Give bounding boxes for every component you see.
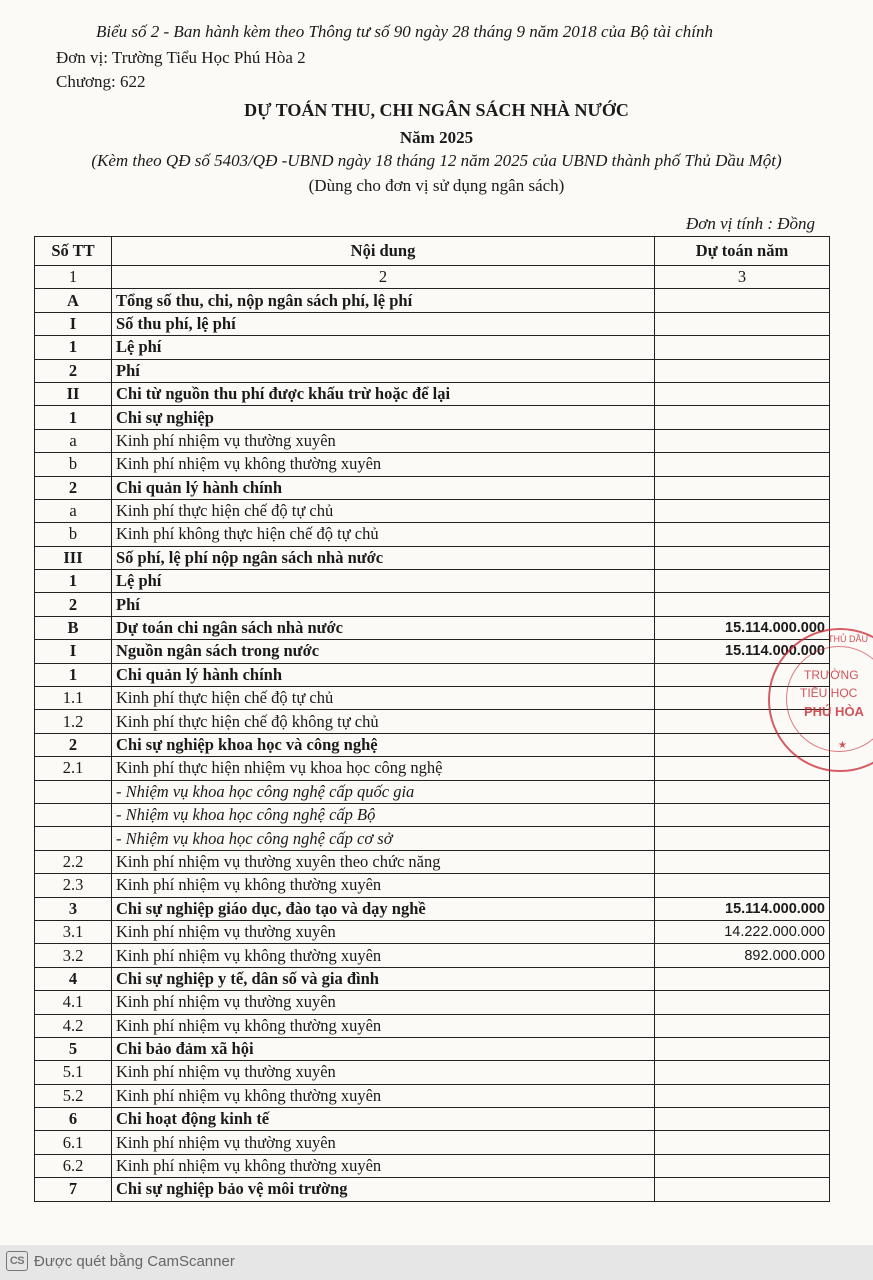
row-number: 4.1 bbox=[35, 991, 112, 1014]
year-label: Năm 2025 bbox=[399, 128, 474, 147]
currency-unit: Đơn vị tính : Đồng bbox=[686, 214, 816, 233]
row-amount bbox=[655, 780, 830, 803]
row-number: 4.2 bbox=[35, 1014, 112, 1037]
row-content: Phí bbox=[112, 593, 655, 616]
row-amount bbox=[655, 1178, 830, 1201]
row-number: III bbox=[35, 546, 112, 569]
row-amount bbox=[655, 1084, 830, 1107]
row-content: Lệ phí bbox=[112, 570, 655, 593]
row-number: 6 bbox=[35, 1108, 112, 1131]
table-row bbox=[35, 1061, 830, 1084]
row-amount bbox=[655, 570, 830, 593]
row-number: 2 bbox=[35, 593, 112, 616]
row-amount bbox=[655, 359, 830, 382]
table-row bbox=[35, 1131, 830, 1154]
row-number: I bbox=[35, 640, 112, 663]
row-amount bbox=[655, 312, 830, 335]
row-number: 5.2 bbox=[35, 1084, 112, 1107]
table-row bbox=[35, 733, 830, 756]
row-number: 1.1 bbox=[35, 687, 112, 710]
row-content: Kinh phí thực hiện chế độ tự chủ bbox=[112, 499, 655, 522]
row-content: Kinh phí nhiệm vụ thường xuyên theo chức năng bbox=[112, 850, 655, 873]
table-row bbox=[35, 1014, 830, 1037]
row-number: a bbox=[35, 499, 112, 522]
row-content: Kinh phí nhiệm vụ không thường xuyên bbox=[112, 453, 655, 476]
row-amount bbox=[655, 476, 830, 499]
table-row bbox=[35, 710, 830, 733]
chapter: Chương: 622 bbox=[56, 72, 146, 91]
seal-line-2: TIỂU HỌC bbox=[800, 686, 858, 700]
scanner-watermark bbox=[6, 1251, 235, 1271]
form-note: Biểu số 2 - Ban hành kèm theo Thông tư số 90 ngày 28 tháng 9 năm 2018 của Bộ tài chính bbox=[96, 22, 713, 41]
table-row bbox=[35, 1178, 830, 1201]
table-row bbox=[35, 523, 830, 546]
col-header-amount: Dự toán năm bbox=[655, 237, 830, 266]
row-number: 3.1 bbox=[35, 920, 112, 943]
row-amount bbox=[655, 967, 830, 990]
row-content: Chi sự nghiệp bbox=[112, 406, 655, 429]
row-content: Phí bbox=[112, 359, 655, 382]
table-row bbox=[35, 944, 830, 967]
row-number: 3.2 bbox=[35, 944, 112, 967]
row-number: 4 bbox=[35, 967, 112, 990]
row-number: b bbox=[35, 523, 112, 546]
table-row bbox=[35, 499, 830, 522]
seal-star-icon: ★ bbox=[838, 740, 847, 751]
row-number: II bbox=[35, 382, 112, 405]
table-row bbox=[35, 546, 830, 569]
row-content: Chi quản lý hành chính bbox=[112, 476, 655, 499]
row-amount: 14.222.000.000 bbox=[655, 920, 830, 943]
row-number: I bbox=[35, 312, 112, 335]
row-number: 5.1 bbox=[35, 1061, 112, 1084]
decision-note: (Kèm theo QĐ số 5403/QĐ -UBND ngày 18 tháng 12 năm 2025 của UBND thành phố Thủ Dầu Một) bbox=[91, 151, 782, 170]
row-amount bbox=[655, 289, 830, 312]
table-row bbox=[35, 780, 830, 803]
row-number: 1 bbox=[35, 406, 112, 429]
table-row bbox=[35, 593, 830, 616]
seal-line-3: PHÚ HÒA bbox=[804, 704, 864, 719]
table-row bbox=[35, 429, 830, 452]
row-amount bbox=[655, 593, 830, 616]
table-row bbox=[35, 757, 830, 780]
unit-name: Đơn vị: Trường Tiểu Học Phú Hòa 2 bbox=[56, 48, 306, 67]
row-amount: 15.114.000.000 bbox=[655, 897, 830, 920]
row-content: Kinh phí nhiệm vụ không thường xuyên bbox=[112, 944, 655, 967]
row-content: Chi từ nguồn thu phí được khấu trừ hoặc để lại bbox=[112, 382, 655, 405]
row-content: Chi sự nghiệp khoa học và công nghệ bbox=[112, 733, 655, 756]
row-number: 3 bbox=[35, 897, 112, 920]
table-row bbox=[35, 827, 830, 850]
row-content: - Nhiệm vụ khoa học công nghệ cấp Bộ bbox=[112, 803, 655, 826]
table-row bbox=[35, 453, 830, 476]
page-title: DỰ TOÁN THU, CHI NGÂN SÁCH NHÀ NƯỚC bbox=[244, 100, 629, 120]
row-amount bbox=[655, 1154, 830, 1177]
camscanner-icon: CS bbox=[6, 1251, 28, 1271]
row-content: Nguồn ngân sách trong nước bbox=[112, 640, 655, 663]
table-row bbox=[35, 874, 830, 897]
table-row bbox=[35, 359, 830, 382]
row-content: Kinh phí thực hiện chế độ tự chủ bbox=[112, 687, 655, 710]
row-number: 2 bbox=[35, 733, 112, 756]
row-content: Kinh phí thực hiện nhiệm vụ khoa học công nghệ bbox=[112, 757, 655, 780]
row-content: Chi quản lý hành chính bbox=[112, 663, 655, 686]
table-row bbox=[35, 991, 830, 1014]
table-row bbox=[35, 803, 830, 826]
row-number: 5 bbox=[35, 1037, 112, 1060]
row-content: Kinh phí nhiệm vụ thường xuyên bbox=[112, 1061, 655, 1084]
seal-top-text: THỦ DẦU bbox=[828, 634, 868, 644]
row-number bbox=[35, 780, 112, 803]
row-number bbox=[35, 827, 112, 850]
row-amount: 892.000.000 bbox=[655, 944, 830, 967]
row-content: Dự toán chi ngân sách nhà nước bbox=[112, 616, 655, 639]
row-content: Chi hoạt động kinh tế bbox=[112, 1108, 655, 1131]
scanner-text: Được quét bằng CamScanner bbox=[34, 1252, 235, 1270]
table-row bbox=[35, 570, 830, 593]
row-content: Chi sự nghiệp y tế, dân số và gia đình bbox=[112, 967, 655, 990]
table-row bbox=[35, 687, 830, 710]
row-number: 1.2 bbox=[35, 710, 112, 733]
row-content: Kinh phí không thực hiện chế độ tự chủ bbox=[112, 523, 655, 546]
row-amount bbox=[655, 874, 830, 897]
row-amount bbox=[655, 406, 830, 429]
table-row bbox=[35, 1154, 830, 1177]
row-amount bbox=[655, 1108, 830, 1131]
table-row bbox=[35, 289, 830, 312]
row-content: Lệ phí bbox=[112, 336, 655, 359]
row-content: Kinh phí nhiệm vụ thường xuyên bbox=[112, 1131, 655, 1154]
row-amount: 15.114.000.000 bbox=[655, 616, 830, 639]
row-content: Kinh phí nhiệm vụ không thường xuyên bbox=[112, 1014, 655, 1037]
row-amount bbox=[655, 1061, 830, 1084]
table-row bbox=[35, 640, 830, 663]
table-row bbox=[35, 850, 830, 873]
row-number: B bbox=[35, 616, 112, 639]
table-row bbox=[35, 897, 830, 920]
row-content: Kinh phí nhiệm vụ không thường xuyên bbox=[112, 874, 655, 897]
row-content: - Nhiệm vụ khoa học công nghệ cấp quốc gia bbox=[112, 780, 655, 803]
table-row bbox=[35, 382, 830, 405]
row-content: Chi bảo đảm xã hội bbox=[112, 1037, 655, 1060]
table-row bbox=[35, 336, 830, 359]
table-row bbox=[35, 616, 830, 639]
row-content: Kinh phí thực hiện chế độ không tự chủ bbox=[112, 710, 655, 733]
col-number: 3 bbox=[655, 266, 830, 289]
row-amount: 15.114.000.000 bbox=[655, 640, 830, 663]
row-amount bbox=[655, 453, 830, 476]
row-number: 7 bbox=[35, 1178, 112, 1201]
row-content: Chi sự nghiệp giáo dục, đào tạo và dạy nghề bbox=[112, 897, 655, 920]
row-number: 2.1 bbox=[35, 757, 112, 780]
table-row bbox=[35, 406, 830, 429]
row-amount bbox=[655, 523, 830, 546]
table-row bbox=[35, 920, 830, 943]
row-content: Chi sự nghiệp bảo vệ môi trường bbox=[112, 1178, 655, 1201]
row-amount bbox=[655, 382, 830, 405]
row-amount bbox=[655, 499, 830, 522]
row-number: 2.3 bbox=[35, 874, 112, 897]
row-number: 2.2 bbox=[35, 850, 112, 873]
row-amount bbox=[655, 546, 830, 569]
row-number bbox=[35, 803, 112, 826]
row-number: 1 bbox=[35, 336, 112, 359]
row-content: Kinh phí nhiệm vụ thường xuyên bbox=[112, 920, 655, 943]
row-content: Kinh phí nhiệm vụ không thường xuyên bbox=[112, 1154, 655, 1177]
row-content: Kinh phí nhiệm vụ thường xuyên bbox=[112, 429, 655, 452]
row-content: Số phí, lệ phí nộp ngân sách nhà nước bbox=[112, 546, 655, 569]
row-amount bbox=[655, 803, 830, 826]
table-row bbox=[35, 967, 830, 990]
row-amount bbox=[655, 850, 830, 873]
row-amount bbox=[655, 1037, 830, 1060]
table-row bbox=[35, 1037, 830, 1060]
table-row bbox=[35, 663, 830, 686]
row-amount bbox=[655, 827, 830, 850]
row-content: Kinh phí nhiệm vụ không thường xuyên bbox=[112, 1084, 655, 1107]
seal-line-1: TRƯỜNG bbox=[804, 668, 859, 682]
row-amount bbox=[655, 991, 830, 1014]
col-number: 2 bbox=[112, 266, 655, 289]
budget-table bbox=[34, 236, 830, 1202]
row-amount bbox=[655, 429, 830, 452]
row-number: A bbox=[35, 289, 112, 312]
row-content: Kinh phí nhiệm vụ thường xuyên bbox=[112, 991, 655, 1014]
col-header-no: Số TT bbox=[35, 237, 112, 266]
table-row bbox=[35, 1108, 830, 1131]
row-number: a bbox=[35, 429, 112, 452]
row-content: Số thu phí, lệ phí bbox=[112, 312, 655, 335]
row-content: Tổng số thu, chi, nộp ngân sách phí, lệ phí bbox=[112, 289, 655, 312]
row-number: 2 bbox=[35, 359, 112, 382]
row-amount bbox=[655, 336, 830, 359]
table-row bbox=[35, 476, 830, 499]
row-amount bbox=[655, 1014, 830, 1037]
row-number: 6.1 bbox=[35, 1131, 112, 1154]
table-row bbox=[35, 1084, 830, 1107]
table-header-row bbox=[35, 237, 830, 266]
table-row bbox=[35, 312, 830, 335]
row-number: b bbox=[35, 453, 112, 476]
usage-note: (Dùng cho đơn vị sử dụng ngân sách) bbox=[308, 176, 565, 195]
row-content: - Nhiệm vụ khoa học công nghệ cấp cơ sở bbox=[112, 827, 655, 850]
row-amount bbox=[655, 1131, 830, 1154]
row-number: 2 bbox=[35, 476, 112, 499]
row-number: 1 bbox=[35, 663, 112, 686]
row-number: 1 bbox=[35, 570, 112, 593]
column-number-row bbox=[35, 266, 830, 289]
col-number: 1 bbox=[35, 266, 112, 289]
row-number: 6.2 bbox=[35, 1154, 112, 1177]
col-header-content: Nội dung bbox=[112, 237, 655, 266]
